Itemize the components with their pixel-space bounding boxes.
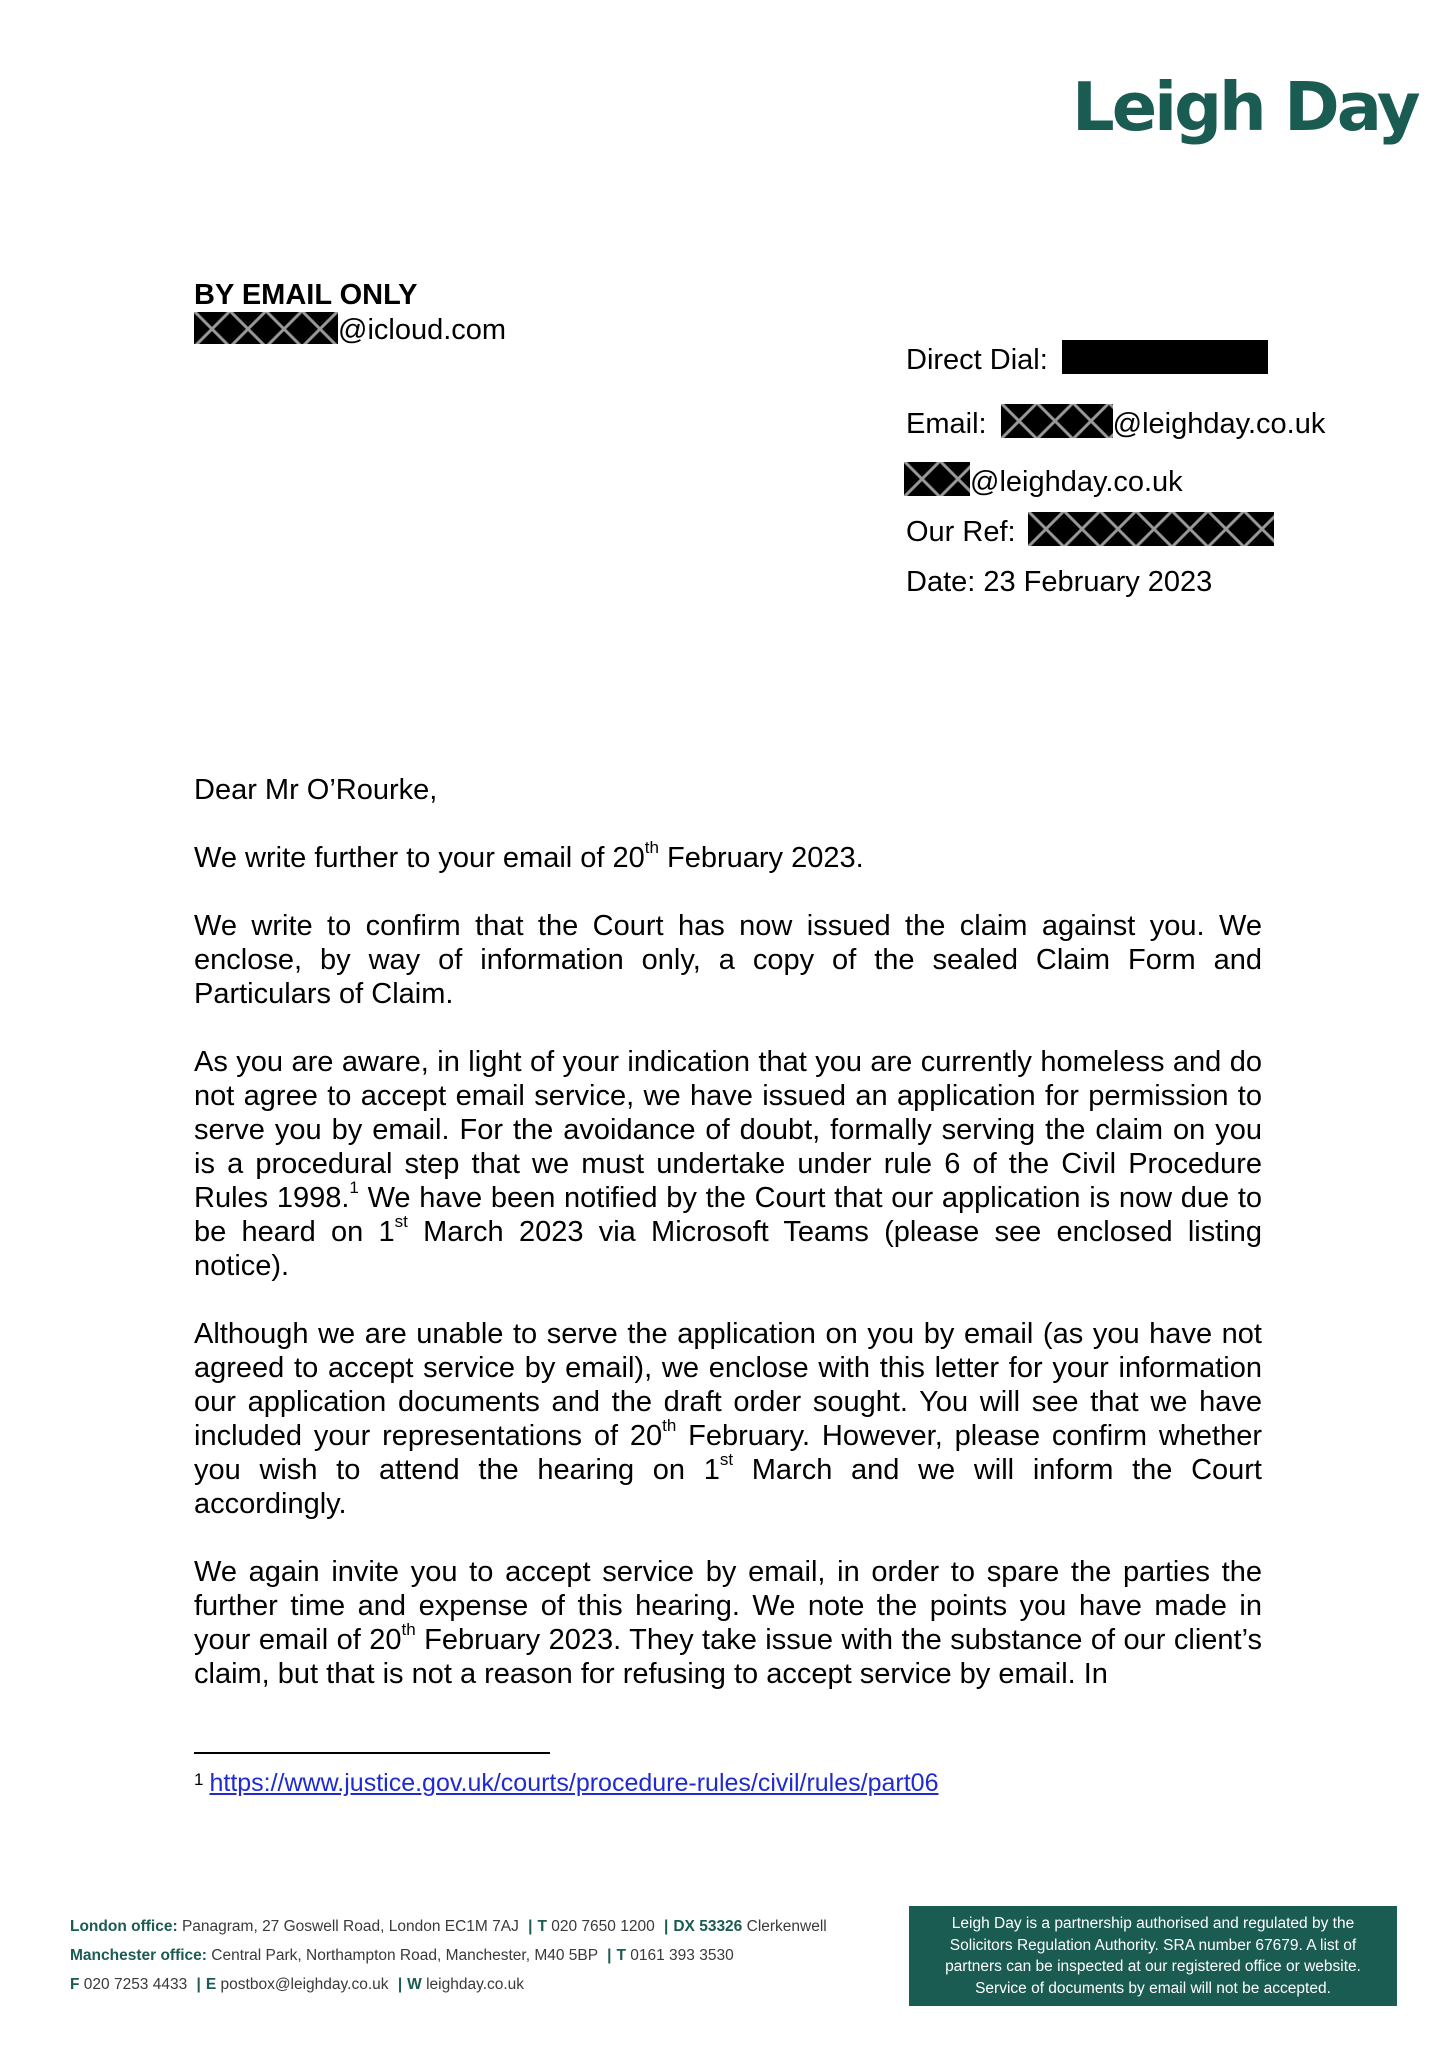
manchester-office-line: Manchester office: Central Park, Northampton Road, Manchester, M40 5BP | T 0161 393 3530 [70, 1947, 734, 1964]
paragraph-5: We again invite you to accept service by email, in order to spare the parties the further time and expense of this hearing. We note the points you have made in your email of 20th February 2023. They take issue with the substance of our client’s claim, but that is not a reason for refusing to accept service by email. In [194, 1556, 1262, 1690]
letter-body [194, 773, 1262, 1725]
salutation: Dear Mr O’Rourke, [194, 774, 438, 806]
regulatory-notice: Leigh Day is a partnership authorised and regulated by the Solicitors Regulation Authority. SRA number 67679. A list of partners can be inspected at our registered office or website. Service of documents by email will not be accepted. [909, 1906, 1397, 2006]
secondary-email-row: @leighday.co.uk [904, 462, 1183, 502]
paragraph-1: We write further to your email of 20th February 2023. [194, 838, 864, 874]
recipient-block [194, 278, 506, 347]
redaction-box [904, 462, 970, 496]
our-ref-row: Our Ref: [906, 512, 1274, 552]
redaction-box [194, 312, 338, 344]
footnote-number: 1 [194, 1770, 204, 1789]
paragraph-2: We write to confirm that the Court has now issued the claim against you. We enclose, by way of information only, a copy of the sealed Claim Form and Particulars of Claim. [194, 910, 1262, 1010]
footnote-divider [194, 1752, 550, 1754]
direct-dial-row: Direct Dial: [906, 340, 1268, 380]
paragraph-3: As you are aware, in light of your indication that you are currently homeless and do not agree to accept email service, we have issued an application for permission to serve you by email. For the avoidance of doubt, formally serving the claim on you is a procedural step that we must undertake under rule 6 of the Civil Procedure Rules 1998.$^1$ We have been notified by the Court that our application is now due to be heard on 1st March 2023 via Microsoft Teams (please see enclosed listing notice). [194, 1046, 1263, 1282]
paragraph-4: Although we are unable to serve the application on you by email (as you have not agreed to accept service by email), we enclose with this letter for your information our application documents and the draft order sought. You will see that we have included your representations of 20th February. However, please confirm whether you wish to attend the hearing on 1st March and we will inform the Court accordingly. [194, 1318, 1262, 1520]
redaction-box [1001, 404, 1113, 438]
recipient-email: @icloud.com [194, 312, 506, 347]
delivery-method: BY EMAIL ONLY [194, 279, 418, 311]
london-office-line: London office: Panagram, 27 Goswell Road, London EC1M 7AJ | T 020 7650 1200 | DX 53326 Clerkenwell [70, 1918, 827, 1935]
contact-line: F 020 7253 4433 | E postbox@leighday.co.uk | W leighday.co.uk [70, 1976, 525, 1993]
leigh-day-logo: Leigh Day [1072, 68, 1418, 146]
redaction-box [1062, 340, 1268, 374]
office-footer [70, 1912, 827, 1999]
footnote-link[interactable]: https://www.justice.gov.uk/courts/procedure-rules/civil/rules/part06 [209, 1769, 939, 1797]
footnote-reference: 1 [349, 1178, 359, 1197]
email-row: Email: @leighday.co.uk [906, 404, 1325, 444]
letter-date: Date: 23 February 2023 [906, 566, 1213, 598]
footnote [194, 1765, 938, 1798]
redaction-box [1028, 512, 1274, 546]
